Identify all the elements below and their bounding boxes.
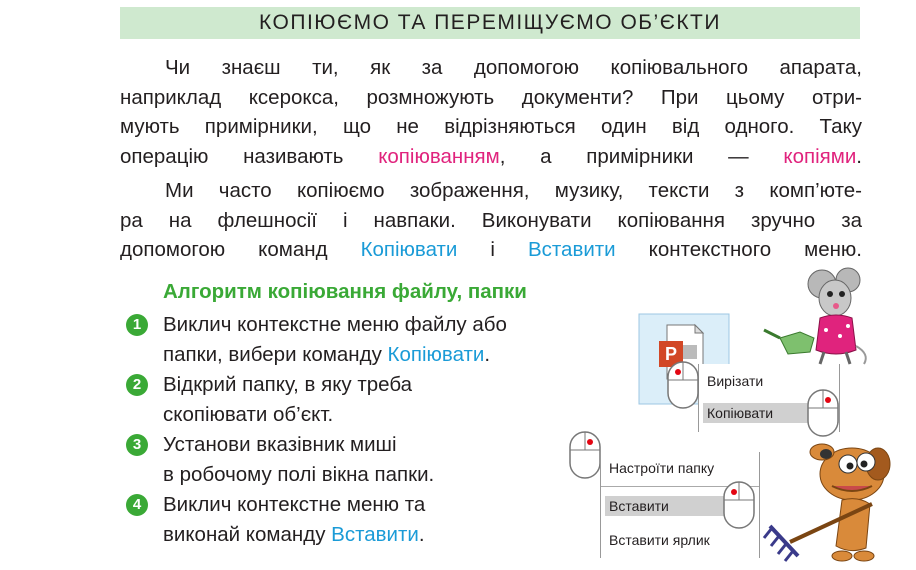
- command-paste: Вставити: [527, 238, 616, 261]
- step-number-badge: 3: [126, 434, 148, 456]
- paragraph-copying-intro: Чи знаєш ти, як за допомогою копіювального апарата, наприклад ксерокса, розмножують документи? При цьому отри- мують примірники, що не відрізняються один від одного. Таку операцію називають копіюванням, а примірники — копіями.: [120, 56, 862, 168]
- step-number-badge: 1: [126, 314, 148, 336]
- mouse-icon: [568, 430, 602, 480]
- term-copying: копіюванням: [378, 144, 500, 168]
- menu-item-cut[interactable]: Вирізати: [707, 373, 764, 389]
- menu-item-copy[interactable]: Копіювати: [703, 403, 839, 423]
- mouse-icon: [722, 480, 756, 530]
- algorithm-title: Алгоритм копіювання файлу, папки: [163, 280, 527, 303]
- dog-character: [762, 430, 898, 566]
- section-heading: КОПІЮЄМО ТА ПЕРЕМІЩУЄМО ОБ’ЄКТИ: [120, 7, 860, 39]
- mouse-icon: [666, 360, 700, 410]
- command-copy: Копіювати: [360, 238, 458, 261]
- step-number-badge: 4: [126, 494, 148, 516]
- menu-item-customize-folder[interactable]: Настроїти папку: [609, 460, 715, 476]
- step-number-badge: 2: [126, 374, 148, 396]
- mouse-character: [760, 266, 870, 366]
- menu-item-paste-shortcut[interactable]: Вставити ярлик: [609, 532, 710, 548]
- svg-text:P: P: [664, 344, 678, 364]
- paragraph-copying-usage: Ми часто копіюємо зображення, музику, тексти з комп’юте- ра на флешносії і навпаки. Виконувати копіювання зручно за допомогою команд Копіювати і Вставити контекстного меню.: [120, 179, 863, 261]
- term-copies: копіями: [783, 144, 857, 168]
- menu-item-paste[interactable]: Вставити: [605, 496, 729, 516]
